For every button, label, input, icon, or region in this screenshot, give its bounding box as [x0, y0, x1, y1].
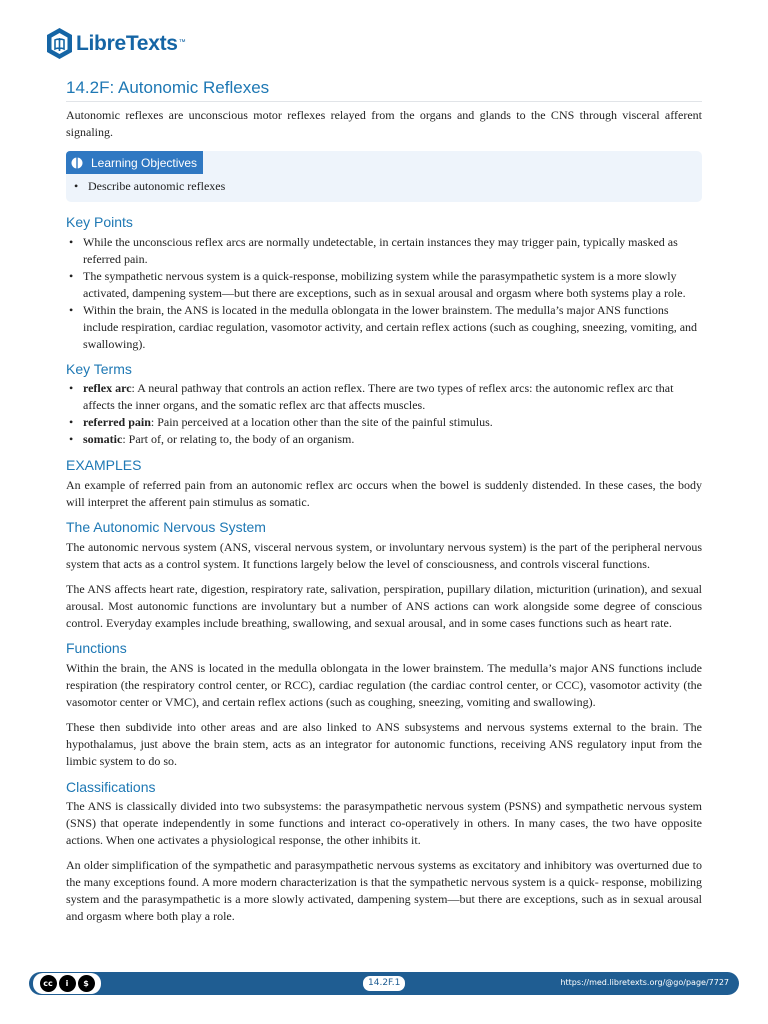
learning-objectives-list: [71, 178, 225, 195]
cc-icon: cc: [40, 975, 57, 992]
learning-objectives-title: Learning Objectives: [91, 155, 198, 170]
key-points-heading: Key Points: [66, 214, 133, 230]
term-definition: : Pain perceived at a location other than the site of the painful stimulus.: [150, 415, 493, 429]
term-definition: : Part of, or relating to, the body of an organism.: [122, 432, 355, 446]
term: referred pain: [83, 415, 151, 429]
key-points-list: [66, 234, 702, 353]
examples-paragraph: An example of referred pain from an autonomic reflex arc occurs when the bowel is suddenly distended. In these cases, the body will interpret the afferent pain stimulus as somatic.: [66, 478, 702, 509]
nc-icon: $: [78, 975, 95, 992]
intro-paragraph: Autonomic reflexes are unconscious motor reflexes relayed from the organs and glands to the CNS through visceral afferent signaling.: [66, 108, 702, 139]
libretexts-logo[interactable]: [46, 27, 186, 60]
learning-objectives-box: [66, 151, 702, 202]
key-terms-heading: Key Terms: [66, 361, 132, 377]
examples-heading: EXAMPLES: [66, 457, 142, 473]
list-item: [66, 380, 702, 414]
page-url-link[interactable]: https://med.libretexts.org/@go/page/7727: [560, 978, 729, 987]
page-content: [66, 78, 702, 925]
ans-paragraph: The ANS affects heart rate, digestion, respiratory rate, salivation, perspiration, pupillary dilation, micturition (urination), and sexual arousal. Most autonomic functions are involuntary but a number of ANS actions can work alongside some degree of conscious control. Everyday examples include breathing, swallowing, and sexual arousal, and in some cases functions such as heart rate.: [66, 582, 702, 630]
classifications-heading: Classifications: [66, 779, 156, 795]
classifications-paragraph: An older simplification of the sympathetic and parasympathetic nervous systems as excitatory and inhibitory was overturned due to the many exceptions found. A more modern characterization is that the sympathetic nervous system is a quick- response, mobilizing system and the parasympathetic is a more slowly activated, dampening system—but there are exceptions, such as in sexual arousal and orgasm where both play a role.: [66, 858, 702, 923]
term: reflex arc: [83, 381, 132, 395]
page-title: 14.2F: Autonomic Reflexes: [66, 78, 702, 102]
functions-paragraph: These then subdivide into other areas and are also linked to ANS subsystems and nervous systems external to the brain. The hypothalamus, just above the brain stem, acts as an integrator for autonomic functions, receiving ANS regulatory input from the limbic system to do so.: [66, 720, 702, 768]
cc-license-badge[interactable]: [33, 973, 101, 994]
functions-heading: Functions: [66, 640, 127, 656]
ans-section-heading: The Autonomic Nervous System: [66, 519, 266, 535]
page-footer: [29, 972, 739, 995]
term-definition: : A neural pathway that controls an action reflex. There are two types of reflex arcs: the autonomic reflex arc that affects the inner organs, and the somatic reflex arc that affects muscles.: [83, 381, 674, 412]
classifications-paragraph: The ANS is classically divided into two subsystems: the parasympathetic nervous system (PSNS) and sympathetic nervous system (SNS) that operate independently in some functions and interact co-operatively in others. In many cases, the two have opposite actions. When one activates a physiological response, the other inhibits it.: [66, 799, 702, 847]
list-item: • While the unconscious reflex arcs are normally undetectable, in certain instances they may trigger pain, typically masked as referred pain.: [66, 234, 702, 268]
list-item: • The sympathetic nervous system is a quick-response, mobilizing system while the parasympathetic system is a more slowly activated, dampening system—but there are exceptions, such as in sexual arousal and orgasm where both systems play a role.: [66, 268, 702, 302]
list-item: • Within the brain, the ANS is located in the medulla oblongata in the lower brainstem. The medulla’s major ANS functions include respiration, cardiac regulation, vasomotor activity, and certain reflex actions (such as coughing, sneezing, vomiting, and swallowing).: [66, 302, 702, 353]
objectives-icon: [71, 157, 83, 169]
learning-objectives-header: [66, 151, 203, 174]
key-terms-list: [66, 380, 702, 448]
list-item: [66, 414, 702, 431]
list-item: [66, 431, 702, 448]
list-item: • Describe autonomic reflexes: [71, 178, 225, 195]
functions-paragraph: Within the brain, the ANS is located in the medulla oblongata in the lower brainstem. The medulla’s major ANS functions include respiration (the respiratory control center, or RCC), cardiac regulation (the cardiac control center, or CCC), vasomotor activity (the vasomotor center or VMC), and certain reflex actions (such as coughing, sneezing, vomiting and swallowing).: [66, 661, 702, 709]
ans-paragraph: The autonomic nervous system (ANS, visceral nervous system, or involuntary nervous system) is the part of the peripheral nervous system that acts as a control system. It functions largely below the level of consciousness, and controls visceral functions.: [66, 540, 702, 571]
term: somatic: [83, 432, 123, 446]
logo-text: LibreTexts: [76, 31, 178, 55]
page-number: 14.2F.1: [363, 976, 405, 991]
by-icon: i: [59, 975, 76, 992]
logo-trademark: ™: [178, 39, 186, 46]
libretexts-hexagon-icon: [46, 27, 73, 60]
